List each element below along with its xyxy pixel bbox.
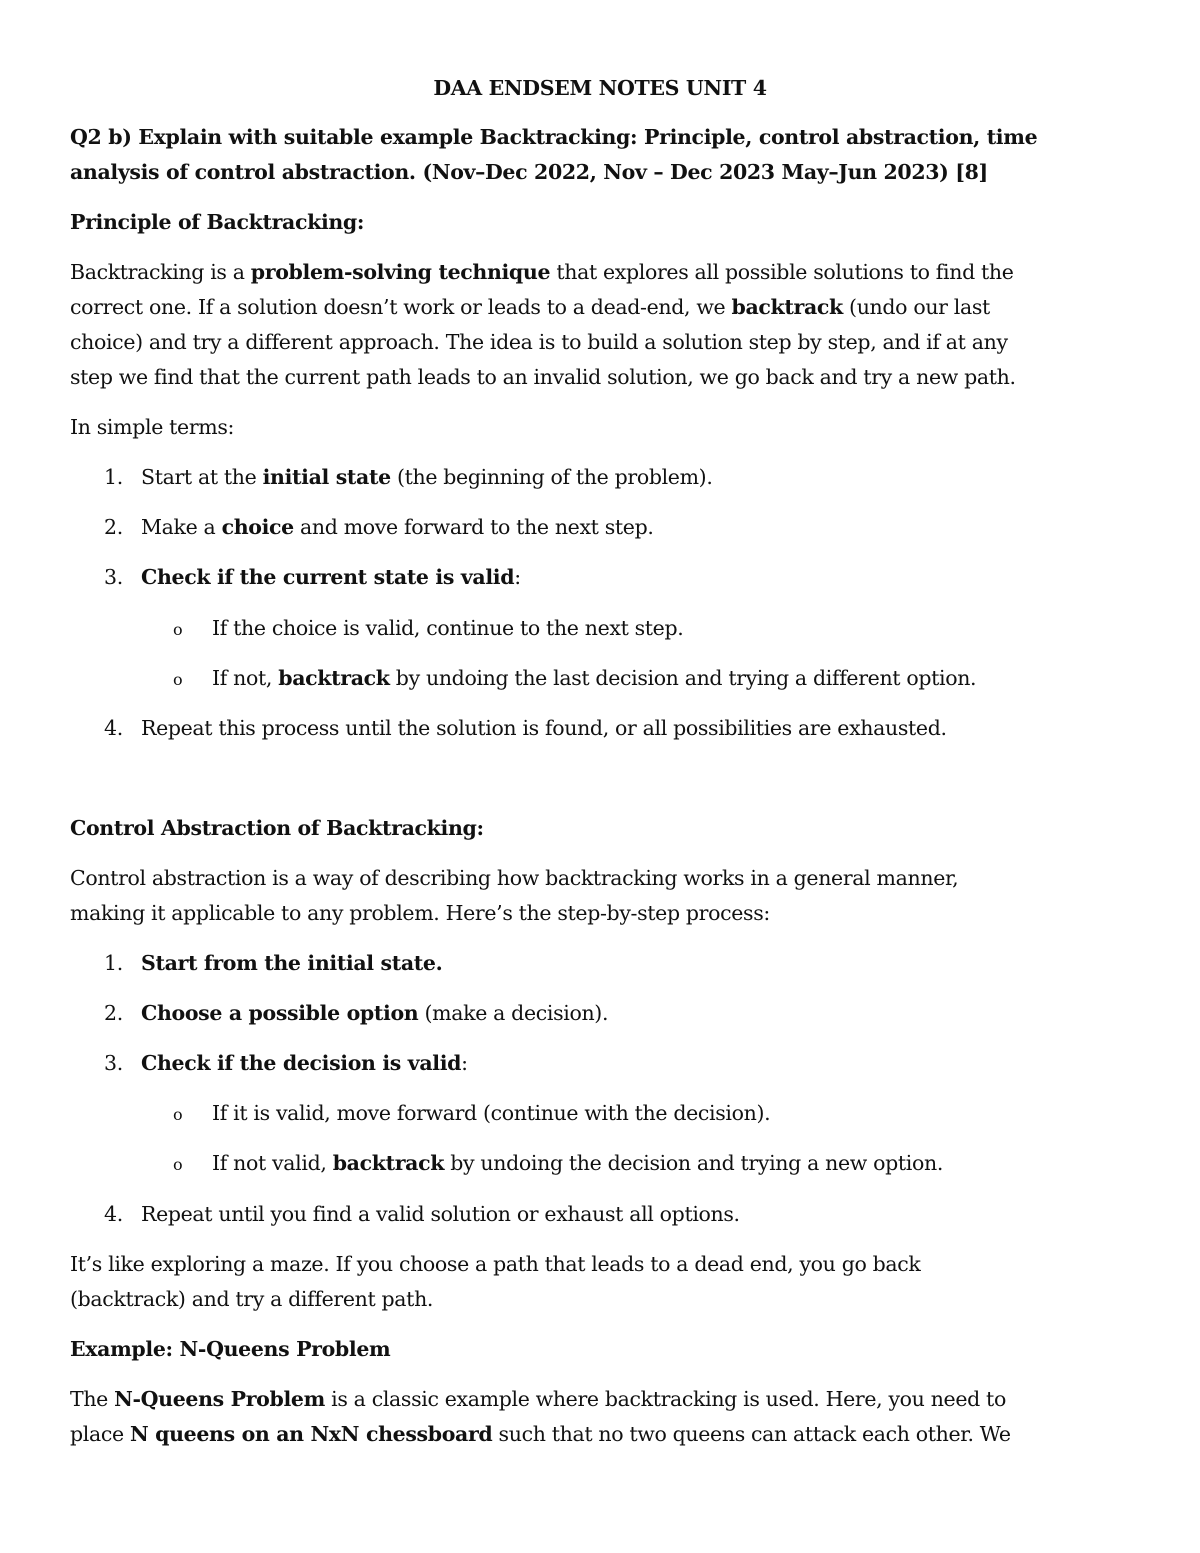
list-item: Check if the decision is valid: — [141, 1051, 468, 1075]
list-number: 4. — [104, 1202, 123, 1226]
control-para-line-1: Control abstraction is a way of describing how backtracking works in a general manner, — [70, 866, 959, 890]
example-heading: Example: N-Queens Problem — [70, 1337, 391, 1361]
simple-terms-label: In simple terms: — [70, 415, 235, 439]
control-heading: Control Abstraction of Backtracking: — [70, 816, 484, 840]
list-item: Start from the initial state. — [141, 951, 443, 975]
sub-list-item: If the choice is valid, continue to the next step. — [212, 616, 684, 640]
list-item: Repeat until you find a valid solution or exhaust all options. — [141, 1202, 740, 1226]
sub-list-item: If not, backtrack by undoing the last decision and trying a different option. — [212, 666, 977, 690]
list-number: 3. — [104, 565, 123, 589]
principle-para-line-1: Backtracking is a problem-solving technique that explores all possible solutions to find the — [70, 260, 1014, 284]
list-number: 4. — [104, 716, 123, 740]
list-item: Check if the current state is valid: — [141, 565, 521, 589]
list-item: Make a choice and move forward to the next step. — [141, 515, 654, 539]
example-para-line-2: place N queens on an NxN chessboard such that no two queens can attack each other. We — [70, 1422, 1011, 1446]
circle-bullet-icon: o — [173, 1105, 183, 1124]
list-number: 2. — [104, 515, 123, 539]
principle-para-line-2: correct one. If a solution doesn’t work or leads to a dead-end, we backtrack (undo our last — [70, 295, 990, 319]
principle-heading: Principle of Backtracking: — [70, 210, 365, 234]
list-number: 2. — [104, 1001, 123, 1025]
page-title: DAA ENDSEM NOTES UNIT 4 — [433, 76, 767, 100]
maze-para-line-2: (backtrack) and try a different path. — [70, 1287, 434, 1311]
list-number: 1. — [104, 951, 123, 975]
list-number: 3. — [104, 1051, 123, 1075]
list-item: Choose a possible option (make a decision). — [141, 1001, 609, 1025]
control-para-line-2: making it applicable to any problem. Here’s the step-by-step process: — [70, 901, 770, 925]
principle-para-line-3: choice) and try a different approach. The idea is to build a solution step by step, and if at any — [70, 330, 1008, 354]
circle-bullet-icon: o — [173, 620, 183, 639]
question-line-1: Q2 b) Explain with suitable example Backtracking: Principle, control abstraction, time — [70, 125, 1038, 149]
sub-list-item: If it is valid, move forward (continue with the decision). — [212, 1101, 771, 1125]
sub-list-item: If not valid, backtrack by undoing the decision and trying a new option. — [212, 1151, 944, 1175]
example-para-line-1: The N-Queens Problem is a classic example where backtracking is used. Here, you need to — [70, 1387, 1006, 1411]
list-item: Repeat this process until the solution is found, or all possibilities are exhausted. — [141, 716, 947, 740]
question-line-2: analysis of control abstraction. (Nov–Dec 2022, Nov – Dec 2023 May–Jun 2023) [8] — [70, 160, 988, 184]
maze-para-line-1: It’s like exploring a maze. If you choose a path that leads to a dead end, you go back — [70, 1252, 921, 1276]
list-item: Start at the initial state (the beginning of the problem). — [141, 465, 713, 489]
circle-bullet-icon: o — [173, 670, 183, 689]
principle-para-line-4: step we find that the current path leads to an invalid solution, we go back and try a new path. — [70, 365, 1016, 389]
list-number: 1. — [104, 465, 123, 489]
circle-bullet-icon: o — [173, 1155, 183, 1174]
